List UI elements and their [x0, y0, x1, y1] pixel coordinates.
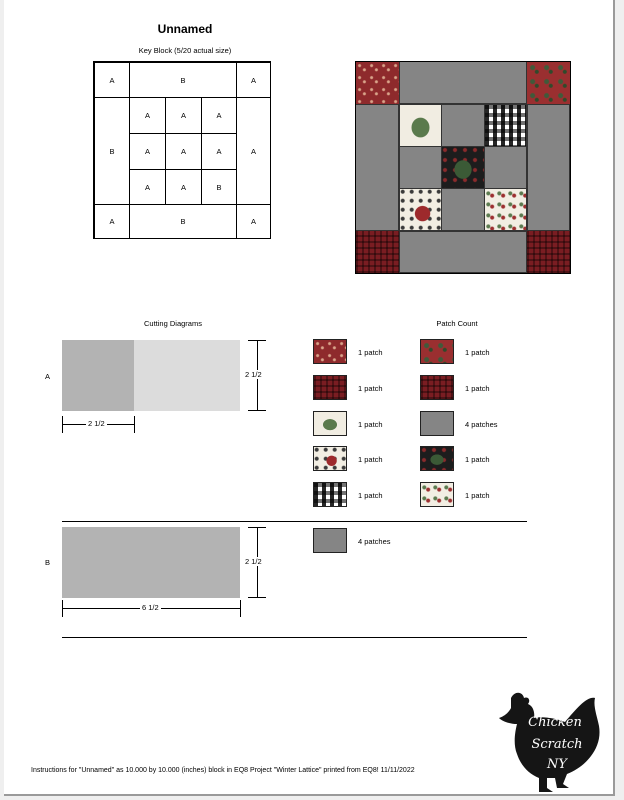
- swatch-buffalo-check: [313, 482, 347, 507]
- key-block-caption: Key Block (5/20 actual size): [138, 46, 232, 55]
- page-title: Unnamed: [157, 22, 213, 36]
- key-cell: A: [165, 169, 202, 205]
- key-cell: B: [201, 169, 237, 205]
- patch-a-shape: [62, 340, 135, 411]
- swatch-red-holly: [420, 339, 454, 364]
- patch-count-label: 1 patch: [358, 384, 383, 393]
- center-patch: [441, 146, 485, 189]
- key-cell: A: [129, 133, 166, 170]
- swatch-cream-stocking: [313, 446, 347, 471]
- patch-count-label: 1 patch: [358, 455, 383, 464]
- bar-patch: [399, 62, 527, 104]
- logo-text-line3: NY: [547, 757, 567, 772]
- key-cell: B: [129, 62, 237, 98]
- key-cell: A: [129, 169, 166, 205]
- center-patch: [399, 146, 442, 189]
- key-cell: A: [201, 133, 237, 170]
- instruction-page: [4, 0, 615, 796]
- corner-patch: [356, 231, 399, 273]
- bar-patch: [399, 231, 527, 273]
- swatch-red-plaid-2: [420, 375, 454, 400]
- center-patch: [399, 104, 442, 147]
- patch-a-seam-area: [134, 340, 240, 411]
- section-divider: [62, 637, 527, 638]
- center-patch: [441, 104, 485, 147]
- patch-b-height-dim: 2 1/2: [245, 557, 262, 566]
- center-patch: [484, 104, 527, 147]
- chicken-logo: [497, 688, 609, 794]
- swatch-cream-holly: [420, 482, 454, 507]
- patch-b-width-dim: 6 1/2: [142, 603, 159, 612]
- key-cell: A: [165, 97, 202, 134]
- patch-count-label: 1 patch: [465, 455, 490, 464]
- key-cell: A: [236, 62, 271, 98]
- patch-a-label: A: [45, 372, 51, 381]
- swatch-red-plaid: [313, 375, 347, 400]
- patch-a-width-dim: 2 1/2: [88, 419, 105, 428]
- patch-b-label: B: [45, 558, 51, 567]
- center-patch: [484, 146, 527, 189]
- bar-patch: [356, 104, 399, 231]
- key-cell: A: [94, 62, 130, 98]
- center-patch: [399, 188, 442, 231]
- corner-patch: [356, 62, 399, 104]
- key-cell: B: [94, 97, 130, 205]
- swatch-gray-solid-b: [313, 528, 347, 553]
- section-divider: [62, 521, 527, 522]
- key-cell: B: [129, 204, 237, 239]
- patch-count-heading: Patch Count: [436, 319, 478, 328]
- key-cell: A: [165, 133, 202, 170]
- block-preview: [355, 61, 571, 274]
- key-block-diagram: [93, 61, 271, 239]
- key-cell: A: [129, 97, 166, 134]
- key-cell: A: [94, 204, 130, 239]
- swatch-black-tree: [420, 446, 454, 471]
- key-cell: A: [236, 97, 271, 205]
- logo-text-line1: Chicken: [528, 715, 582, 730]
- center-patch: [484, 188, 527, 231]
- swatch-red-snowflake: [313, 339, 347, 364]
- patch-a-height-dim: 2 1/2: [245, 370, 262, 379]
- center-patch: [441, 188, 485, 231]
- key-cell: A: [236, 204, 271, 239]
- page-footer: Instructions for "Unnamed" as 10.000 by 10.000 (inches) block in EQ8 Project "Winter Lattice" printed from EQ8! 11/11/2022: [31, 767, 415, 774]
- bar-patch: [527, 104, 570, 231]
- patch-count-label: 4 patches: [358, 537, 391, 546]
- swatch-gray-solid: [420, 411, 454, 436]
- swatch-cream-tree: [313, 411, 347, 436]
- patch-count-label: 4 patches: [465, 420, 498, 429]
- patch-count-label: 1 patch: [358, 348, 383, 357]
- logo-text-line2: Scratch: [531, 737, 583, 752]
- key-cell: A: [201, 97, 237, 134]
- patch-count-label: 1 patch: [465, 491, 490, 500]
- corner-patch: [527, 231, 570, 273]
- cutting-diagrams-heading: Cutting Diagrams: [144, 319, 202, 328]
- patch-count-label: 1 patch: [358, 491, 383, 500]
- patch-b-shape: [62, 527, 240, 598]
- patch-count-label: 1 patch: [358, 420, 383, 429]
- corner-patch: [527, 62, 570, 104]
- patch-count-label: 1 patch: [465, 348, 490, 357]
- patch-count-label: 1 patch: [465, 384, 490, 393]
